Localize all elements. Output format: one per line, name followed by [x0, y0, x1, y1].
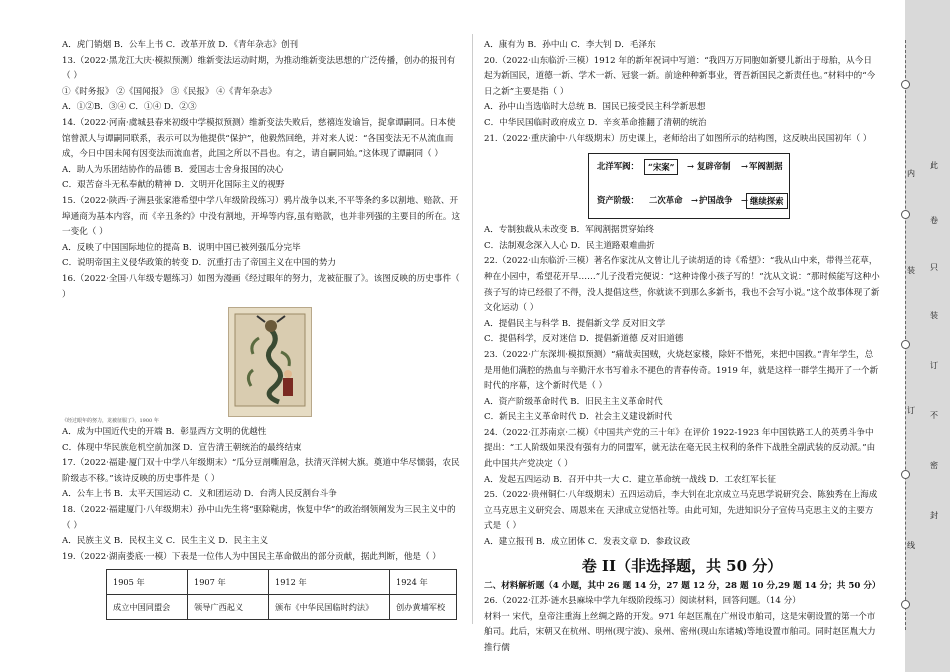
table-cell: 1905 年 — [107, 570, 188, 595]
binding-hole — [901, 210, 910, 219]
table-row — [107, 570, 457, 595]
binding-label: 装 — [930, 311, 938, 320]
text-line: 22.（2022·山东临沂·三模）著名作家沈从文曾让儿子读胡适的诗《希望》：“我从山中来，带得兰花草，种在小园中，希望花开早……”儿子没看完便说：“这种诗像小孩子写的！”沈从文说：“那时候能写这种小孩子写的诗已经很了不得，没人提倡这些，你就读不到那么多新书，我也不会写小说。”这个故事体现了新文化运动（ ） — [484, 256, 880, 314]
text-line: 18.（2022·福建厦门·八年级期末）孙中山先生将“驱除鞑虏，恢复中华”的政治纲领阐发为三民主义中的（ ） — [62, 505, 456, 531]
binding-label: 只 — [930, 263, 938, 272]
left-column — [62, 38, 462, 624]
binding-hole — [901, 80, 910, 89]
arrow-icon: → — [687, 161, 695, 172]
text-line: A．反映了中国国际地位的提高 B．说明中国已被列强瓜分完毕 — [62, 242, 301, 253]
text-line: 20.（2022·山东临沂·三模）1912 年的新年祝词中写道：“我四万万同胞如新婴儿新出于母胎，从今日起为新国民，道德一新、学术一新、冠裳一新。前途种种新事业，胥吾新国民之新责任也。”材料中的“今日之新”主要是指（ ） — [484, 55, 876, 97]
text-line: A．专制独裁从未改变 B．军阀割据贯穿始终 — [484, 225, 654, 236]
text-line: A．民族主义 B．民权主义 C．民生主义 D．民主主义 — [62, 536, 269, 547]
binding-hole — [901, 600, 910, 609]
binding-label: 不 — [930, 411, 938, 420]
text-line: C．法制观念深入人心 D．民主道路艰难曲折 — [484, 240, 655, 251]
text-line: C．说明帝国主义侵华政策的转变 D．沉重打击了帝国主义在中国的势力 — [62, 258, 337, 269]
text-line: A．助人为乐团结协作的品德 B．爱国志士舍身报国的决心 — [62, 164, 284, 175]
text-line: 16.（2022·全国·八年级专题练习）如图为漫画《经过眼年的努力，龙被征服了》。该图反映的历史事件（ ） — [62, 273, 460, 300]
text-line: 21.（2022·重庆渝中·八年级期末）历史课上，老师给出了如图所示的结构图，这反映出民国初年（ ） — [484, 133, 872, 144]
diagram-row2-item: 二次革命 — [649, 195, 683, 206]
text-line: A．提倡民主与科学 B．提倡新文学 反对旧文学 — [484, 318, 666, 329]
text-line: A．资产阶级革命时代 B．旧民主主义革命时代 — [484, 396, 663, 407]
binding-label: 密 — [930, 461, 938, 470]
text-line: A．成为中国近代史的开端 B．彰显西方文明的优越性 — [62, 427, 267, 438]
cartoon-image — [228, 307, 312, 417]
binding-mark: 线 — [907, 541, 915, 550]
figure-caption: 《经过眼年的努力，龙被征服了》，1900 年 — [62, 418, 159, 425]
binding-mark: 订 — [907, 406, 915, 415]
table-cell: 颁布《中华民国临时约法》 — [269, 595, 390, 620]
text-line: 13.（2022·黑龙江大庆·模拟预测）维新变法运动时期，为推动维新变法思想的广泛传播，创办的报刊有（ ） — [62, 55, 456, 82]
diagram-row2-item: 护国战争 — [699, 195, 733, 206]
table-cell: 领导广西起义 — [188, 595, 269, 620]
text-line: A．公车上书 B．太平天国运动 C．义和团运动 D．台湾人民反割台斗争 — [62, 489, 337, 500]
text-line: 23.（2022·广东深圳·模拟预测）“痛哉卖国贼，火烧赵家楼，除奸不惜死，来把中国救。”青年学生，总是用他们满腔的热血与辛勤汗水书写着永不褪色的青春传奇。1919 年，就是这样一群学生揭开了一个新时代的序幕，这个新时代是（ ） — [484, 349, 879, 392]
text-line: 26.（2022·江苏·涟水县麻垛中学九年级阶段练习）阅读材料，回答问题。（14 分） — [484, 596, 801, 607]
binding-hole — [901, 340, 910, 349]
text-line: ①《时务报》 ②《国闻报》 ③《民报》 ④《青年杂志》 — [62, 86, 277, 97]
right-column — [484, 38, 880, 657]
dragon-cartoon-icon — [229, 308, 311, 416]
text-line: 15.（2022·陕西·子洲县张家港希望中学八年级阶段练习）鸦片战争以来,不平等条约多以割地、赔款、开埠通商为基本内容，而《辛丑条约》中没有割地，开埠等内容,虽有赔款，也并非列强的主要目的所在。这一变化（ ） — [62, 195, 461, 238]
diagram-row1-item: 复辟帝制 — [697, 161, 731, 172]
table-cell: 1924 年 — [390, 570, 457, 595]
diagram-row1-label: 北洋军阀： — [597, 161, 639, 172]
diagram-row2-item: 继续探索 — [746, 193, 788, 209]
binding-hole — [901, 470, 910, 479]
section-title: 卷 II（非选择题，共 50 分） — [581, 556, 783, 575]
table-row — [107, 595, 457, 620]
text-line: A．康有为 B．孙中山 C．李大钊 D．毛泽东 — [484, 40, 656, 50]
text-line: A．发起五四运动 B．召开中共一大 C．建立革命统一战线 D．工农红军长征 — [484, 474, 776, 485]
text-line: 14.（2022·河南·虞城县春来初级中学模拟预测）维新变法失败后，慈禧连发谕旨，捉拿谭嗣同。日本使馆曾派人与谭嗣同联系，表示可以为他提供“保护”，他毅然回绝，并对来人说：“各国变法无不从流血而成，今日中国未闻有因变法而流血者，此国之所以不昌也。有之，请自嗣同始。”这体现了谭嗣同（ ） — [62, 117, 456, 160]
arrow-icon: → — [741, 161, 749, 172]
binding-mark: 装 — [907, 266, 915, 275]
text-line: 24.（2022·江苏南京·二模）《中国共产党的三十年》在评价 1922-1923 年中国铁路工人的英勇斗争中提出：“工人阶级如果没有强有力的同盟军，就无法在毫无民主权利的条件下战胜全副武装的反动派。”由此中国共产党决定（ ） — [484, 427, 876, 470]
text-line: C．新民主主义革命时代 D．社会主义建设新时代 — [484, 412, 673, 423]
diagram-row1-item: “宋案” — [644, 159, 678, 175]
table-cell: 成立中国同盟会 — [107, 595, 188, 620]
text-line: C．体现中华民族危机空前加深 D．宣告清王朝统治的最终结束 — [62, 442, 302, 453]
text-line: 材料一 宋代，皇帝注重海上丝绸之路的开发。971 年赵匡胤在广州设市舶司，这是宋朝设置的第一个市舶司。此后，宋朝又在杭州、明州(现宁波)、泉州、密州(现山东诸城)等地设置市舶司。同时赵匡胤大力推行儒 — [484, 611, 876, 653]
binding-mark: 内 — [907, 169, 915, 178]
binding-label: 订 — [930, 361, 938, 370]
binding-label: 卷 — [930, 216, 938, 225]
text-line: C．中华民国临时政府成立 D．辛亥革命推翻了清朝的统治 — [484, 117, 707, 128]
table-cell: 1907 年 — [188, 570, 269, 595]
diagram-row2-label: 资产阶级： — [597, 195, 639, 206]
diagram-row1-item: 军阀割据 — [749, 161, 783, 172]
binding-strip — [905, 0, 950, 672]
binding-label: 此 — [930, 161, 938, 170]
text-line: 19.（2022·湖南娄底·一模）下表是一位伟人为中国民主革命做出的部分贡献，据此判断，他是（ ） — [62, 551, 441, 562]
arrow-icon: → — [691, 195, 699, 206]
text-line: C．艰苦奋斗无私奉献的精神 D．文明开化国际主义的视野 — [62, 180, 285, 191]
binding-label: 封 — [930, 511, 938, 520]
table-cell: 创办黄埔军校 — [390, 595, 457, 620]
text-line: 25.（2022·贵州铜仁·八年级期末）五四运动后，李大钊在北京成立马克思学说研究会、陈独秀在上海成立马克思主义研究会、周恩来在 天津成立觉悟社等。由此可知，先进知识分子宣传马克思主义的主要方式是（ ） — [484, 490, 878, 532]
part-title: 二、材料解析题（4 小题，其中 26 题 14 分，27 题 12 分，28 题 10 分,29 题 14 分；共 50 分） — [484, 580, 881, 591]
text-line: A．①②B．③④ C．①④ D．②③ — [62, 102, 197, 113]
structure-diagram — [588, 153, 788, 217]
text-line: A．建立报刊 B．成立团体 C．发表文章 D．参政议政 — [484, 537, 691, 548]
column-divider — [472, 34, 473, 624]
q19-table — [106, 569, 457, 620]
text-line: C．提倡科学，反对迷信 D．提倡新道德 反对旧道德 — [484, 334, 684, 345]
text-line: A．孙中山当选临时大总统 B．国民已接受民主科学新思想 — [484, 102, 706, 113]
arrow-icon: → — [741, 195, 749, 206]
table-cell: 1912 年 — [269, 570, 390, 595]
text-line: A．虎门销烟 B．公车上书 C．改革开放 D．《青年杂志》创刊 — [62, 40, 299, 50]
text-line: 17.（2022·福建·厦门双十中学八年级期末）“瓜分豆剖嘶眉急，扶清灭洋树大旗。奠道中华尽懦弱，农民阶级志不移。”该诗反映的历史事件是（ ） — [62, 458, 460, 484]
